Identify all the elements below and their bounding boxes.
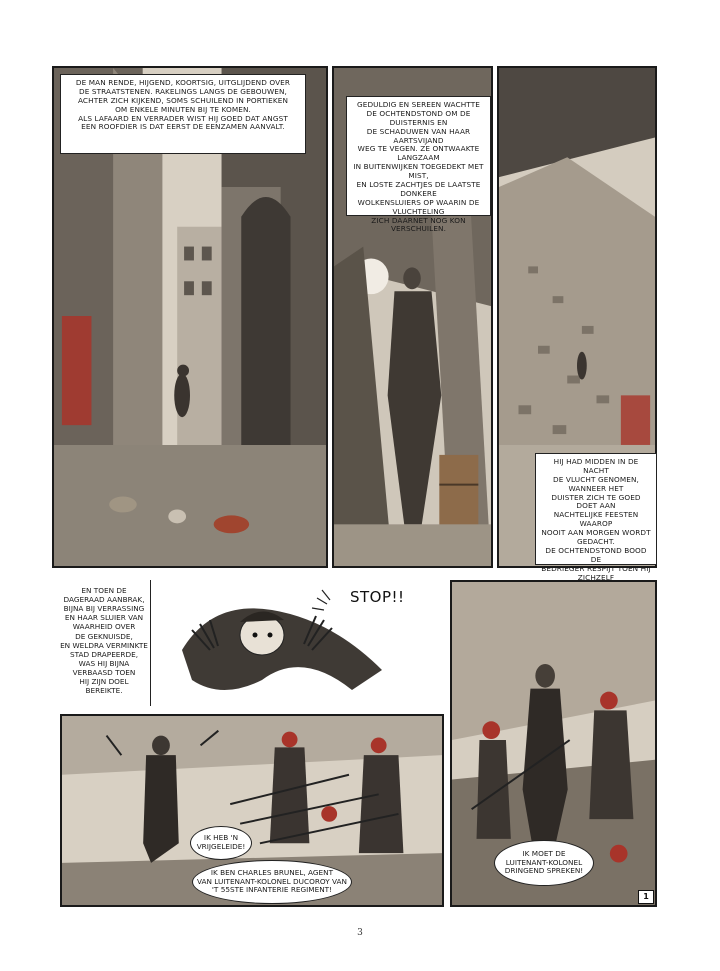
speech-balloon-identity: IK BEN CHARLES BRUNEL, AGENT VAN LUITENANT-KOLONEL DUCOROY VAN 'T 55STE INFANTERIE REGIMENT!: [192, 860, 352, 904]
stop-shout-sfx: STOP!!: [350, 588, 405, 606]
panel-separator-line: [150, 580, 151, 706]
chapter-marker-badge: 1: [638, 890, 654, 904]
narration-caption: GEDULDIG EN SEREEN WACHTTE DE OCHTENDSTOND OM DE DUISTERNIS EN DE SCHADUWEN VAN HAAR AARTSVIJAND WEG TE VEGEN. ZE ONTWAAKTE LANGZAAM IN BUITENWIJKEN TOEGEDEKT MET MIST, EN LOSTE ZACHTJES DE LAATSTE DONKERE WOLKENSLUIERS OP WAARIN DE VLUCHTELING ZICH DAARNET NOG KON VERSCHUILEN.: [346, 96, 491, 216]
speech-balloon-urgent-request: IK MOET DE LUITENANT-KOLONEL DRINGEND SPREKEN!: [494, 840, 594, 886]
speech-balloon-safe-conduct: IK HEB 'N VRIJGELEIDE!: [190, 826, 252, 860]
panel-soldiers-charge: [60, 714, 444, 907]
panel-alley-chase: [52, 66, 328, 568]
page-number: 3: [357, 928, 363, 938]
narration-caption: HIJ HAD MIDDEN IN DE NACHT DE VLUCHT GENOMEN, WANNEER HET DUISTER ZICH TE GOED DOET AAN NACHTELIJKE FEESTEN WAAROP NOOIT AAN MORGEN WORDT GEDACHT. DE OCHTENDSTOND BOOD DE BEDRIEGER RESPIJT TOEN HIJ ZICHZELF: [535, 453, 657, 565]
narration-caption: DE MAN RENDE, HIJGEND, KOORTSIG, UITGLIJDEND OVER DE STRAATSTENEN. RAKELINGS LANGS DE GEBOUWEN, ACHTER ZICH KIJKEND, SOMS SCHUILEND IN PORTIEKEN OM ENKELE MINUTEN BIJ TE KOMEN. ALS LAFAARD EN VERRADER WIST HIJ GOED DAT ANGST EEN ROOFDIER IS DAT EERST DE EENZAMEN AANVALT.: [60, 74, 306, 154]
dawn-narration: EN TOEN DE DAGERAAD AANBRAK, BIJNA BIJ VERRASSING EN HAAR SLUIER VAN WAARHEID OVER DE GEKNUISDE, EN WELDRA VERMINKTE STAD DRAPEERDE, WAS HIJ BIJNA VERBAASD TOEN HIJ ZIJN DOEL BEREIKTE.: [60, 586, 148, 696]
panel-cobblestone-path: [497, 66, 657, 582]
panel-arrest-tall: [450, 580, 657, 907]
panel-man-at-dawn: [332, 66, 493, 568]
